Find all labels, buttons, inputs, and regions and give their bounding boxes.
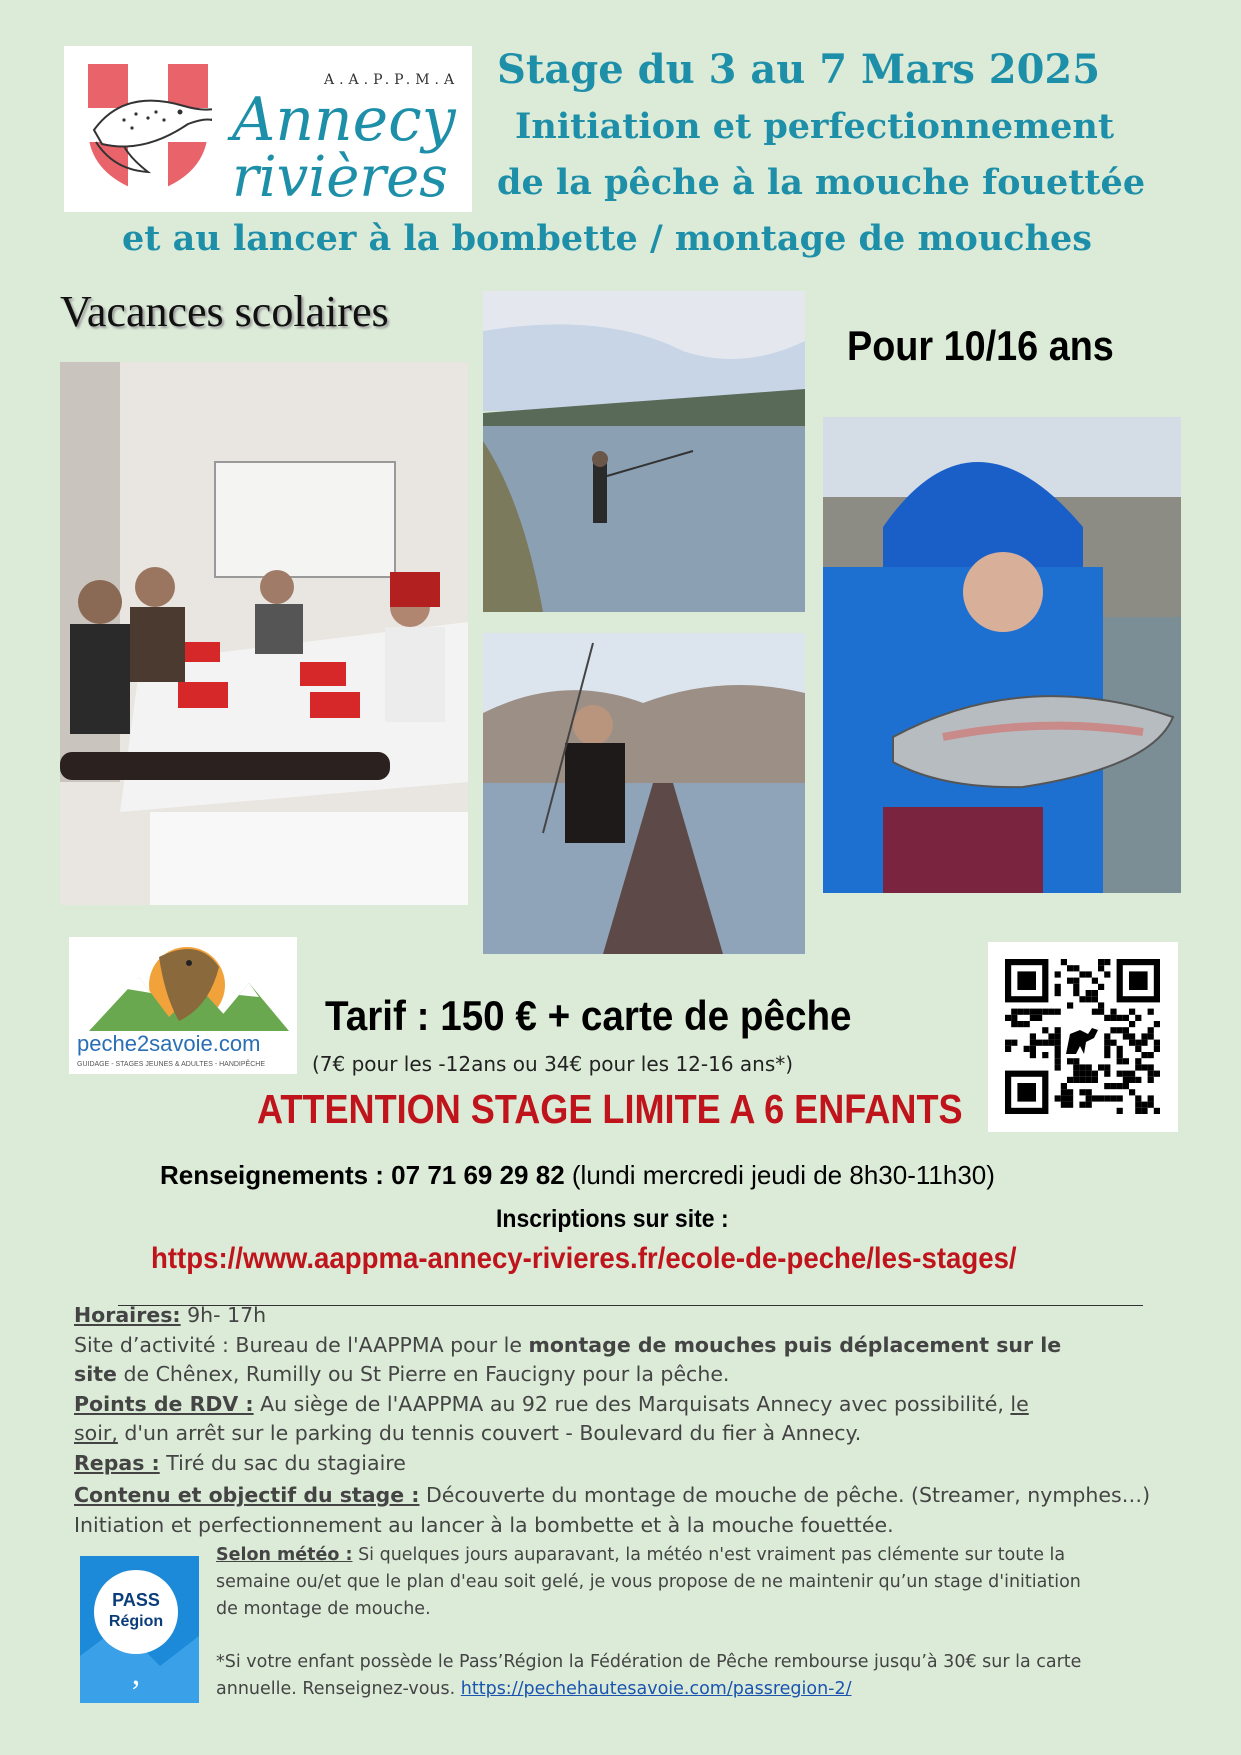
rdv-line-2 [74, 1421, 861, 1446]
pass-region-icon [80, 1556, 199, 1703]
contenu-label: Contenu et objectif du stage : [74, 1483, 420, 1507]
horaires-value: 9h- 17h [180, 1303, 267, 1327]
meteo-label: Selon météo : [216, 1545, 353, 1565]
vacances-heading: Vacances scolaires [60, 287, 389, 336]
qr-dino-icon [1066, 1028, 1098, 1054]
site-text-a: Site d’activité : Bureau de l'AAPPMA pour le [74, 1333, 529, 1357]
peche2savoie-name: peche2savoie.com [77, 1031, 261, 1056]
contenu-line-2: Initiation et perfectionnement au lancer à la bombette et à la mouche fouettée. [74, 1513, 894, 1537]
pass-badge-top: PASS [112, 1590, 160, 1610]
tarif-price: Tarif : 150 € + carte de pêche [325, 992, 852, 1039]
pass-text-2: annuelle. Renseignez-vous. [216, 1679, 461, 1699]
pass-region-link[interactable]: https://pechehautesavoie.com/passregion-2/ [460, 1679, 852, 1699]
age-range: Pour 10/16 ans [847, 322, 1114, 369]
site-text-b: montage de mouches puis déplacement sur le [528, 1333, 1062, 1357]
photo-casting-lakeside [483, 291, 805, 612]
pass-badge-bottom: Région [108, 1613, 164, 1630]
site-line-1 [74, 1333, 1061, 1358]
rdv-line-1 [74, 1392, 1029, 1417]
photo-child-holding-trout [823, 417, 1181, 893]
pass-line-2 [216, 1679, 852, 1700]
rdv-text-a: Au siège de l'AAPPMA au 92 rue des Marquisats Annecy avec possibilité, [253, 1392, 1011, 1416]
stage-title: Stage du 3 au 7 Mars 2025 [497, 46, 1101, 93]
renseignements-hours: (lundi mercredi jeudi de 8h30-11h30) [564, 1160, 995, 1190]
site-text-d: de Chênex, Rumilly ou St Pierre en Faucigny pour la pêche. [116, 1362, 730, 1386]
repas-line [74, 1451, 406, 1476]
horaires-label: Horaires: [74, 1303, 181, 1327]
meteo-line-3: de montage de mouche. [216, 1599, 431, 1619]
renseignements-line [160, 1160, 995, 1191]
horaires-line [74, 1303, 266, 1328]
repas-label: Repas : [74, 1451, 160, 1475]
attention-limit-notice: ATTENTION STAGE LIMITE A 6 ENFANTS [257, 1086, 963, 1132]
logo-aappma-text: A.A.P.P.M.A [324, 72, 460, 88]
inscriptions-link[interactable]: https://www.aappma-annecy-rivieres.fr/ecole-de-peche/les-stages/ [151, 1242, 1017, 1275]
stage-subtitle-line-1: Initiation et perfectionnement [515, 106, 1115, 147]
qr-code[interactable] [988, 942, 1178, 1132]
meteo-text-1: Si quelques jours auparavant, la météo n'est vraiment pas clémente sur toute la [352, 1545, 1066, 1565]
photo-fly-tying-class [60, 362, 468, 905]
inscriptions-label: Inscriptions sur site : [496, 1205, 729, 1233]
peche2savoie-logo [69, 937, 297, 1074]
qr-code-icon [988, 942, 1178, 1132]
contenu-line-1 [74, 1483, 1150, 1508]
repas-value: Tiré du sac du stagiaire [159, 1451, 406, 1475]
mountain-fish-icon [69, 937, 297, 1031]
divider [118, 1305, 1143, 1306]
rdv-text-c: soir, [74, 1421, 118, 1445]
rdv-text-b: le [1010, 1392, 1029, 1416]
renseignements-phone: Renseignements : 07 71 69 29 82 [160, 1160, 565, 1190]
meteo-line-1 [216, 1545, 1065, 1566]
logo-rivieres-text: rivières [232, 145, 449, 210]
site-text-c: site [74, 1362, 117, 1386]
meteo-line-2: semaine ou/et que le plan d'eau soit gelé, je vous propose de ne maintenir qu’un stage d'initiation [216, 1572, 1081, 1592]
peche2savoie-tagline: GUIDAGE - STAGES JEUNES & ADULTES - HANDIPÊCHE [77, 1061, 265, 1068]
shield-trout-icon [84, 58, 212, 196]
logo-annecy-text: Annecy [232, 85, 456, 155]
contenu-value: Découverte du montage de mouche de pêche. (Streamer, nymphes…) [419, 1483, 1151, 1507]
stage-subtitle-line-3: et au lancer à la bombette / montage de mouches [122, 218, 1093, 259]
stage-subtitle-line-2: de la pêche à la mouche fouettée [497, 162, 1146, 203]
photo-boy-on-pontoon [483, 633, 805, 954]
rdv-text-d: d'un arrêt sur le parking du tennis couvert - Boulevard du fier à Annecy. [117, 1421, 862, 1445]
pass-region-badge [80, 1556, 199, 1703]
rdv-label: Points de RDV : [74, 1392, 254, 1416]
svg-text:,: , [131, 1655, 141, 1692]
pass-line-1: *Si votre enfant possède le Pass’Région la Fédération de Pêche rembourse jusqu’à 30€ sur la carte [216, 1652, 1082, 1672]
site-line-2 [74, 1362, 729, 1387]
aappma-annecy-rivieres-logo [64, 46, 472, 212]
tarif-note: (7€ pour les -12ans ou 34€ pour les 12-16 ans*) [312, 1052, 794, 1076]
